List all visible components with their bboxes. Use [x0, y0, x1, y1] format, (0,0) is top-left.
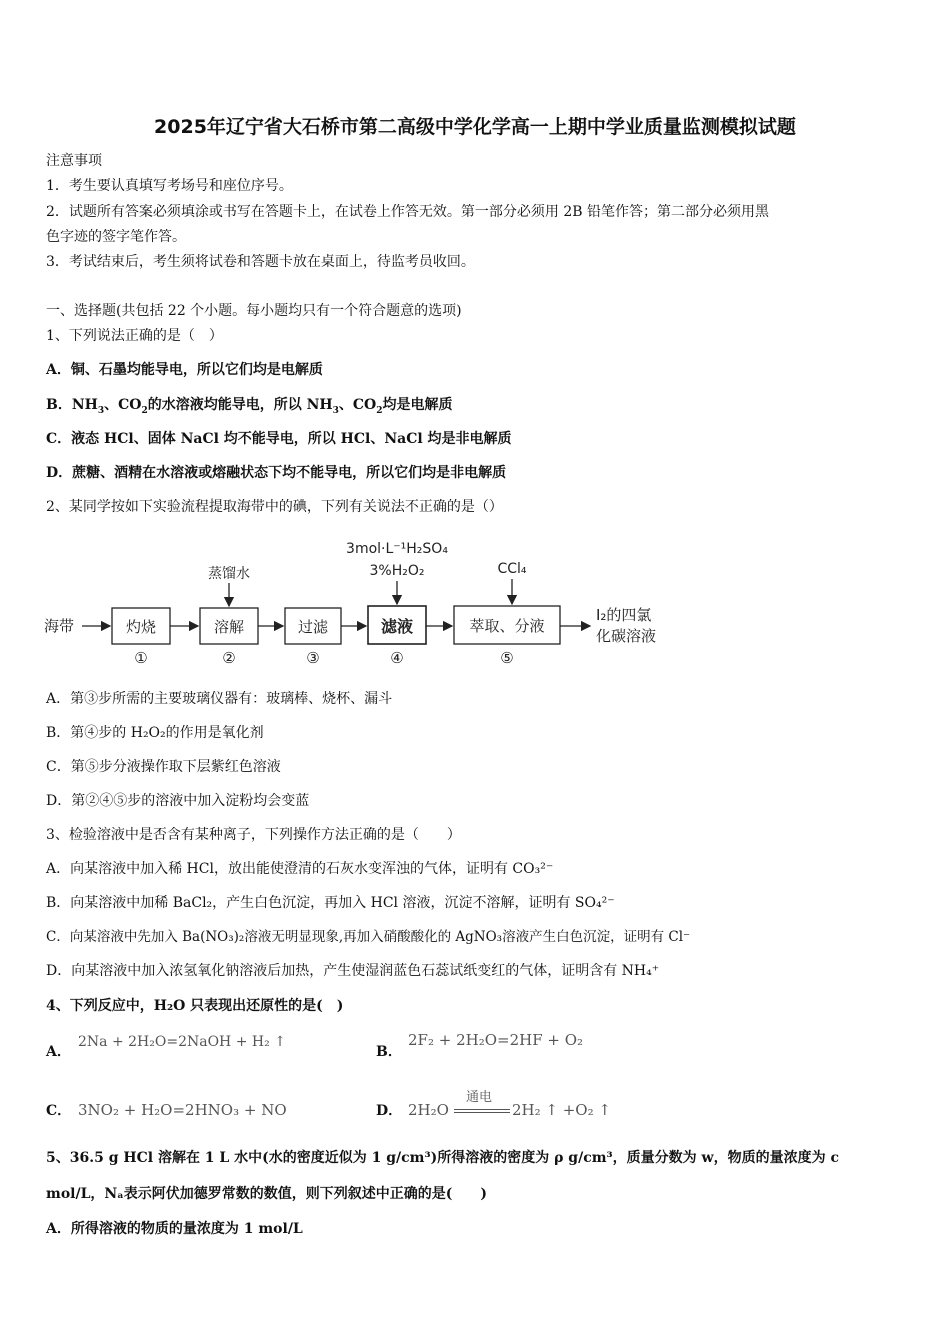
q3-option-c: C．向某溶液中先加入 Ba(NO₃)₂溶液无明显现象,再加入硝酸酸化的 AgNO₃溶液产生白色沉淀，证明有 Cl⁻: [46, 929, 691, 945]
flow-step-number: ⑤: [500, 649, 514, 667]
flow-step-number: ④: [390, 649, 404, 667]
q1-option-a: A．铜、石墨均能导电，所以它们均是电解质: [46, 362, 323, 378]
q4-option-d-label: D．: [376, 1103, 403, 1119]
flow-reagent: 3mol·L⁻¹H₂SO₄: [346, 541, 448, 557]
flow-reagent: CCl₄: [497, 561, 527, 577]
q3-option-b: B．向某溶液中加稀 BaCl₂，产生白色沉淀，再加入 HCl 溶液，沉淀不溶解，证明有 SO₄²⁻: [46, 895, 615, 911]
q5-stem-line1: 5、36.5 g HCl 溶解在 1 L 水中(水的密度近似为 1 g/cm³)所得溶液的密度为 ρ g/cm³，质量分数为 w，物质的量浓度为 c: [46, 1150, 840, 1166]
flow-step-number: ②: [222, 649, 236, 667]
equation-double-line: [454, 1109, 510, 1110]
q4-option-a-label: A．: [46, 1044, 71, 1060]
q2-option-a: A．第③步所需的主要玻璃仪器有：玻璃棒、烧杯、漏斗: [46, 691, 393, 707]
notice-item: 色字迹的签字笔作答。: [46, 229, 186, 245]
q3-option-a: A．向某溶液中加入稀 HCl，放出能使澄清的石灰水变浑浊的气体，证明有 CO₃²⁻: [46, 861, 554, 877]
q1-option-c: C．液态 HCl、固体 NaCl 均不能导电，所以 HCl、NaCl 均是非电解质: [46, 431, 512, 447]
q2-stem: 2、某同学按如下实验流程提取海带中的碘，下列有关说法不正确的是（）: [46, 499, 503, 515]
notice-item: 1．考生要认真填写考场号和座位序号。: [46, 178, 293, 194]
flow-start: 海带: [44, 617, 75, 635]
q4-option-d-equation-left: 2H₂O: [408, 1101, 449, 1119]
q4-option-d-condition: 通电: [466, 1090, 493, 1105]
q3-option-d: D．向某溶液中加入浓氢氧化钠溶液后加热，产生使湿润蓝色石蕊试纸变红的气体，证明含有 NH₄⁺: [46, 963, 660, 979]
q4-option-b-label: B．: [376, 1044, 402, 1060]
q4-option-b-equation: 2F₂ + 2H₂O=2HF + O₂: [408, 1031, 584, 1049]
q4-stem: 4、下列反应中，H₂O 只表现出还原性的是( ): [46, 998, 344, 1014]
equation-double-line: [454, 1112, 510, 1113]
notice-item: 2．试题所有答案必须填涂或书写在答题卡上，在试卷上作答无效。第一部分必须用 2B 铅笔作答；第二部分必须用黑: [46, 204, 769, 220]
q2-option-b: B．第④步的 H₂O₂的作用是氧化剂: [46, 725, 264, 741]
flow-step-number: ①: [134, 649, 148, 667]
q2-option-d: D．第②④⑤步的溶液中加入淀粉均会变蓝: [46, 793, 310, 809]
flow-step-label: 灼烧: [125, 618, 157, 636]
flow-step-label: 过滤: [297, 618, 329, 636]
q1-stem: 1、下列说法正确的是（ ）: [46, 328, 223, 344]
q4-option-c-equation: 3NO₂ + H₂O=2HNO₃ + NO: [78, 1101, 287, 1119]
flow-step-label: 滤液: [380, 617, 414, 636]
page-title: 2025年辽宁省大石桥市第二高级中学化学高一上期中学业质量监测模拟试题: [154, 116, 796, 138]
flow-end: I₂的四氯: [596, 606, 652, 624]
flow-diagram: [40, 535, 680, 670]
flow-reagent: 3%H₂O₂: [369, 563, 425, 579]
flow-step-label: 萃取、分液: [469, 617, 545, 635]
q2-option-c: C．第⑤步分液操作取下层紫红色溶液: [46, 759, 281, 775]
q4-option-d-equation-right: 2H₂ ↑ +O₂ ↑: [512, 1101, 611, 1119]
flow-step-number: ③: [306, 649, 320, 667]
flow-end: 化碳溶液: [596, 627, 657, 645]
q4-option-a-equation: 2Na + 2H₂O=2NaOH + H₂ ↑: [78, 1034, 286, 1050]
flow-step-label: 溶解: [213, 618, 245, 636]
q5-stem-line2: mol/L，Nₐ表示阿伏加德罗常数的数值，则下列叙述中正确的是( ): [46, 1186, 487, 1202]
notice-item: 3．考试结束后，考生须将试卷和答题卡放在桌面上，待监考员收回。: [46, 254, 475, 270]
q3-stem: 3、检验溶液中是否含有某种离子，下列操作方法正确的是（ ）: [46, 827, 461, 843]
notice-heading: 注意事项: [46, 153, 102, 169]
q1-option-b: B．$NH_3$、$CO_2$的水溶液均能导电，所以 $NH_3$、$CO_2$均是电解质: [46, 397, 453, 416]
q4-option-c-label: C．: [46, 1103, 72, 1119]
section-heading: 一、选择题(共包括 22 个小题。每小题均只有一个符合题意的选项): [46, 303, 462, 319]
q1-option-d: D．蔗糖、酒精在水溶液或熔融状态下均不能导电，所以它们均是非电解质: [46, 465, 507, 481]
flow-reagent: 蒸馏水: [208, 566, 250, 582]
q5-option-a: A．所得溶液的物质的量浓度为 1 mol/L: [46, 1221, 303, 1237]
